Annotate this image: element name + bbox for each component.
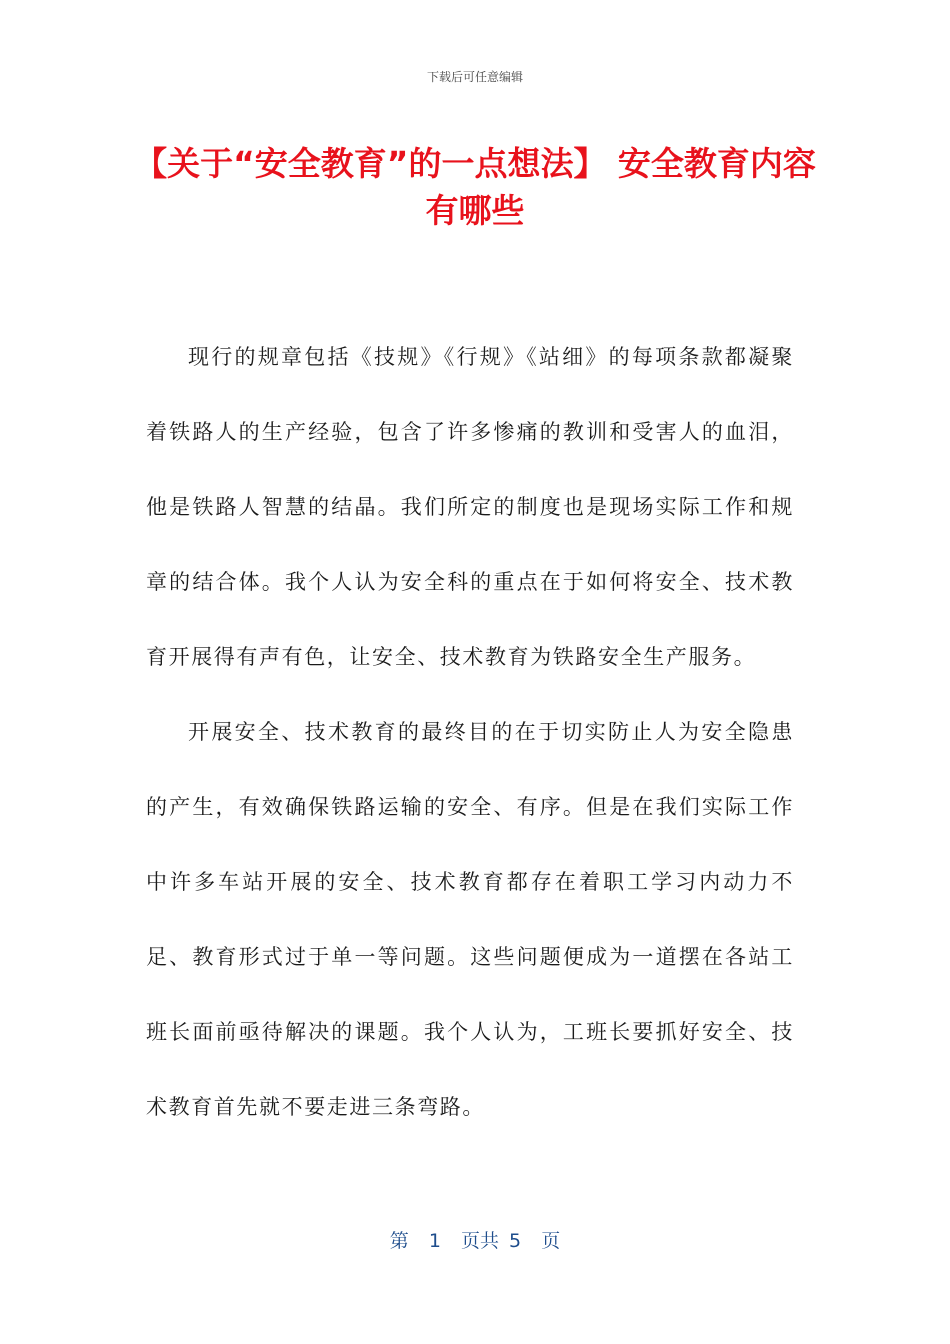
paragraph-1: 现行的规章包括《技规》《行规》《站细》的每项条款都凝聚着铁路人的生产经验，包含了许多惨痛的教训和受害人的血泪，他是铁路人智慧的结晶。我们所定的制度也是现场实际工作和规章的结合体。我个人认为安全科的重点在于如何将安全、技术教育开展得有声有色，让安全、技术教育为铁路安全生产服务。: [146, 345, 794, 669]
header-note: 下载后可任意编辑: [426, 70, 523, 84]
page-number-footer: [0, 1226, 950, 1253]
document-body: [146, 320, 794, 1145]
document-title: 【关于“安全教育”的一点想法】 安全教育内容有哪些: [134, 144, 816, 230]
paragraph-2: 开展安全、技术教育的最终目的在于切实防止人为安全隐患的产生，有效确保铁路运输的安全、有序。但是在我们实际工作中许多车站开展的安全、技术教育都存在着职工学习内动力不足、教育形式过于单一等问题。这些问题便成为一道摆在各站工班长面前亟待解决的课题。我个人认为，工班长要抓好安全、技术教育首先就不要走进三条弯路。: [146, 720, 794, 1119]
page-number-label: 第 1 页共 5 页: [389, 1230, 561, 1252]
